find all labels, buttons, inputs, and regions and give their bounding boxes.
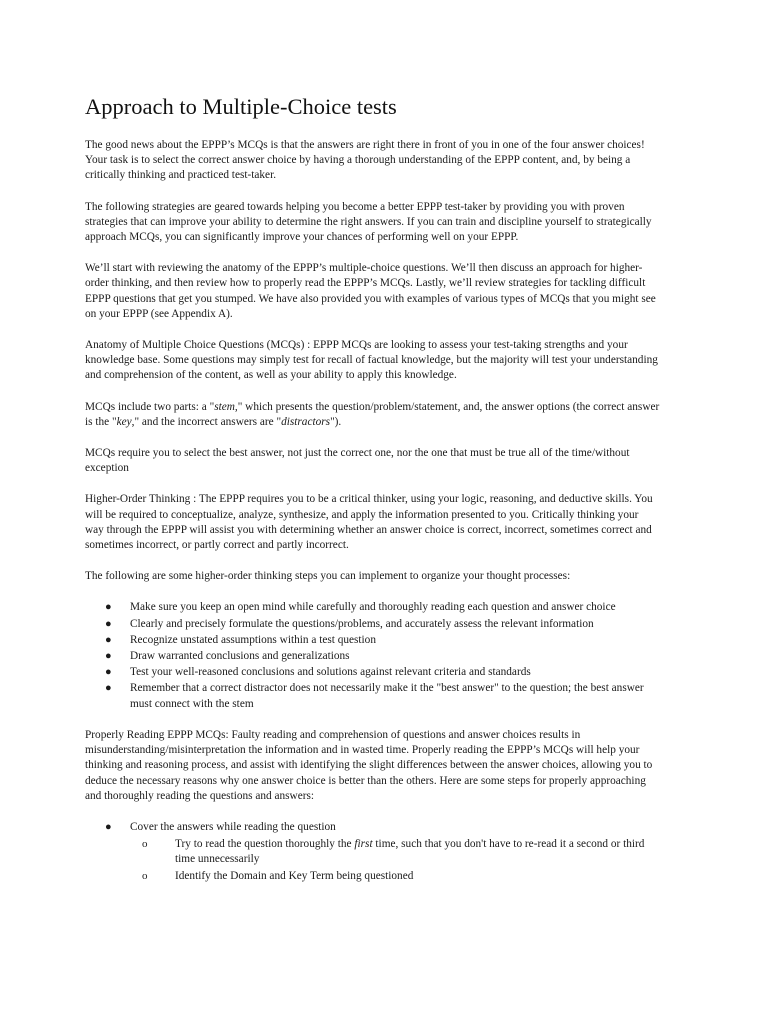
document-page [85, 92, 660, 900]
list-item-text: Recognize unstated assumptions within a test question [130, 633, 376, 646]
intro-paragraph-2: The following strategies are geared towards helping you become a better EPPP test-taker by providing you with proven strategies that can improve your ability to determine the right answers. If you can train and discipline yourself to strategically approach MCQs, you can significantly improve your chances of performing well on your EPPP. [85, 200, 652, 244]
reading-steps-list [85, 820, 660, 884]
bullet-icon: ● [105, 666, 112, 679]
sub-list-item [130, 869, 660, 884]
list-item [85, 633, 660, 648]
bullet-icon: ● [105, 650, 112, 663]
parts-paragraph [85, 400, 660, 430]
steps-intro-paragraph: The following are some higher-order thinking steps you can implement to organize your thought processes: [85, 570, 571, 583]
list-item-text: Cover the answers while reading the question [130, 820, 336, 833]
circle-bullet-icon: o [142, 869, 148, 882]
distractors-term: distractors [281, 415, 331, 428]
bullet-icon: ● [105, 617, 112, 630]
sub-list-item [130, 837, 660, 867]
intro-paragraph-3: We’ll start with reviewing the anatomy of the EPPP’s multiple-choice questions. We’ll then discuss an approach for higher-order thinking, and then review how to properly read the EPPP’s MCQs. Lastly, we’ll review strategies for tackling difficult EPPP questions that get you stumped. We have also provided you with examples of various types of MCQs that you might see on your EPPP (see Appendix A). [85, 262, 656, 320]
list-item [85, 681, 660, 711]
circle-bullet-icon: o [142, 838, 148, 851]
anatomy-paragraph: Anatomy of Multiple Choice Questions (MCQs) : EPPP MCQs are looking to assess your test-taking strengths and your knowledge base. Some questions may simply test for recall of factual knowledge, but the majority will test your understanding and comprehension of the content, as well as your ability to apply this knowledge. [85, 339, 658, 382]
parts-text-4: "). [330, 415, 342, 428]
list-item [85, 617, 660, 632]
sub-item-text: Identify the Domain and Key Term being questioned [175, 869, 414, 882]
list-item [85, 665, 660, 680]
list-item-text: Test your well-reasoned conclusions and solutions against relevant criteria and standards [130, 666, 531, 679]
list-item-text: Draw warranted conclusions and generalizations [130, 650, 350, 663]
key-term: key [116, 415, 132, 428]
list-item [85, 600, 660, 615]
reading-paragraph: Properly Reading EPPP MCQs: Faulty reading and comprehension of questions and answer choices results in misunderstanding/misinterpretation the information and in wasted time. Properly reading the EPPP’s MCQs will help your thinking and reasoning process, and assist with identifying the slight differences between the answer choices, allowing you to deduce the necessary reasons why one answer choice is better than the others. Here are some steps for properly approaching and thoroughly reading the questions and answers: [85, 728, 653, 802]
intro-paragraph-1: The good news about the EPPP’s MCQs is that the answers are right there in front of you in one of the four answer choices! Your task is to select the correct answer choice by having a thorough understanding of the EPPP content, and, by being a critically thinking and practiced test-taker. [85, 139, 645, 182]
sub-item-text-after: time, such that you don't have to re-read it a second or third time unnecessarily [175, 838, 645, 866]
reading-substeps-list [130, 837, 660, 884]
sub-item-text-before: Try to read the question thoroughly the [175, 838, 355, 851]
higher-order-paragraph: Higher-Order Thinking : The EPPP requires you to be a critical thinker, using your logic, reasoning, and deductive skills. You will be required to conceptualize, analyze, synthesize, and apply the information presented to you. Critically thinking your way through the EPPP will assist you with determining whether an answer choice is correct, incorrect, sometimes correct and sometimes incorrect, or partly correct and partly incorrect. [85, 493, 653, 552]
bullet-icon: ● [105, 682, 112, 695]
list-item [85, 820, 660, 884]
list-item-text: Clearly and precisely formulate the questions/problems, and accurately assess the relevant information [130, 617, 594, 630]
document-title: Approach to Multiple-Choice tests [85, 94, 397, 119]
stem-term: stem, [214, 400, 238, 413]
best-answer-paragraph: MCQs require you to select the best answer, not just the correct one, nor the one that must be true all of the time/without exception [85, 447, 630, 475]
parts-text-3: ," and the incorrect answers are " [131, 415, 282, 428]
bullet-icon: ● [105, 820, 112, 833]
parts-text-1: MCQs include two parts: a " [85, 400, 215, 413]
parts-text-2: " which presents the question/problem/statement, and, the answer options (the correct answer is the " [85, 400, 660, 428]
first-emphasis: first [354, 838, 373, 851]
thinking-steps-list [85, 600, 660, 711]
bullet-icon: ● [105, 633, 112, 646]
list-item-text: Remember that a correct distractor does not necessarily make it the "best answer" to the question; the best answer must connect with the stem [130, 682, 644, 710]
bullet-icon: ● [105, 601, 112, 614]
list-item-text: Make sure you keep an open mind while carefully and thoroughly reading each question and answer choice [130, 601, 616, 614]
list-item [85, 649, 660, 664]
